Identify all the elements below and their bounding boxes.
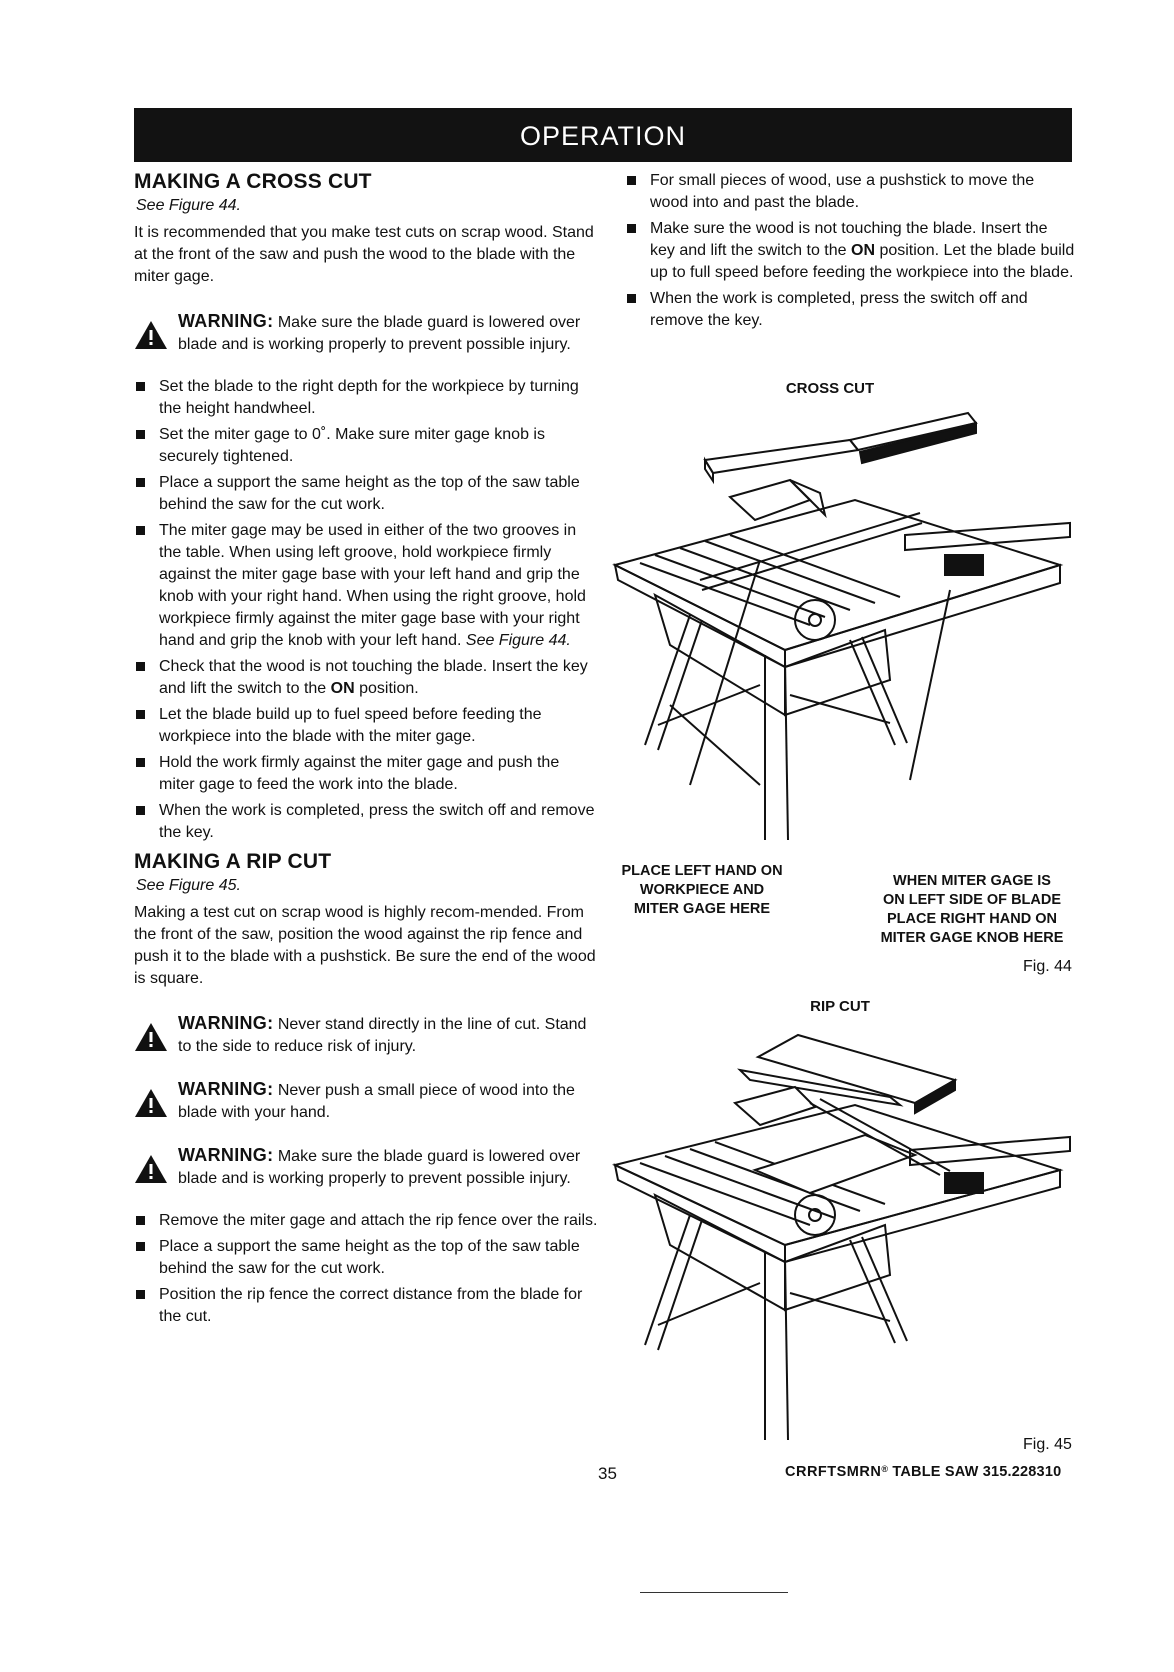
- warning-label: WARNING:: [178, 1013, 274, 1033]
- model-number: TABLE SAW 315.228310: [892, 1464, 1062, 1480]
- cross-cut-heading: MAKING A CROSS CUT: [134, 170, 372, 193]
- figure-44-title: CROSS CUT: [785, 380, 875, 397]
- list-item: Let the blade build up to fuel speed before feeding the workpiece into the blade with the miter gage.: [134, 704, 599, 748]
- section-header-banner: [134, 108, 1072, 162]
- figure-45-label: Fig. 45: [1023, 1436, 1072, 1453]
- bullet-square-icon: [136, 1216, 145, 1225]
- rip-cut-warning-1: [134, 1012, 599, 1058]
- bullet-square-icon: [136, 478, 145, 487]
- bullet-square-icon: [136, 382, 145, 391]
- figure-44-callout-left: PLACE LEFT HAND ON WORKPIECE AND MITER GAGE HERE: [621, 863, 783, 917]
- warning-text: Make sure the blade guard is lowered over blade and is working properly to prevent possible injury.: [178, 314, 581, 353]
- list-item: For small pieces of wood, use a pushstick to move the wood into and past the blade.: [625, 170, 1075, 214]
- footer-brand: CRRFTSMRN® TABLE SAW 315.228310: [785, 1464, 1062, 1480]
- bullet-square-icon: [627, 224, 636, 233]
- list-item: Make sure the wood is not touching the blade. Insert the key and lift the switch to the ON position. Let the blade build up to full speed before feeding the workpiece into the blade.: [625, 218, 1075, 284]
- rip-cut-steps: [134, 1210, 599, 1328]
- bullet-square-icon: [136, 758, 145, 767]
- list-item: Position the rip fence the correct distance from the blade for the cut.: [134, 1284, 599, 1328]
- figure-44-label: Fig. 44: [1023, 958, 1072, 975]
- bullet-square-icon: [136, 526, 145, 535]
- rip-cut-warning-3: [134, 1144, 599, 1190]
- figure-45-table-saw-illustration: [610, 1025, 1075, 1465]
- warning-text: Never push a small piece of wood into the blade with your hand.: [178, 1082, 575, 1121]
- warning-triangle-icon: [134, 1088, 168, 1118]
- figure-45-title: RIP CUT: [810, 998, 870, 1015]
- cross-cut-see-figure: See Figure 44.: [136, 197, 241, 214]
- list-item: Remove the miter gage and attach the rip fence over the rails.: [134, 1210, 599, 1232]
- list-item: Set the miter gage to 0˚. Make sure miter gage knob is securely tightened.: [134, 424, 599, 468]
- list-item: The miter gage may be used in either of the two grooves in the table. When using left groove, hold workpiece firmly against the miter gage base with your left hand and grip the knob with your right hand. When using the right groove, hold workpiece firmly against the miter gage base with your right hand and grip the knob with your left hand. See Figure 44.: [134, 520, 599, 652]
- bullet-square-icon: [627, 294, 636, 303]
- bullet-square-icon: [627, 176, 636, 185]
- page-number: 35: [598, 1464, 617, 1483]
- cross-cut-steps: [134, 376, 599, 844]
- list-item: When the work is completed, press the switch off and remove the key.: [625, 288, 1075, 332]
- cross-cut-intro: It is recommended that you make test cuts on scrap wood. Stand at the front of the saw and push the wood to the blade with the miter gage.: [134, 224, 594, 285]
- warning-triangle-icon: [134, 320, 168, 350]
- section-title: OPERATION: [519, 121, 687, 151]
- right-column: [625, 170, 1075, 336]
- list-item: Place a support the same height as the top of the saw table behind the saw for the cut work.: [134, 472, 599, 516]
- cross-cut-steps-continued: [625, 170, 1075, 332]
- warning-label: WARNING:: [178, 1145, 274, 1165]
- list-item: Hold the work firmly against the miter gage and push the miter gage to feed the work into the blade.: [134, 752, 599, 796]
- bullet-square-icon: [136, 662, 145, 671]
- figure-44-callout-right: WHEN MITER GAGE IS ON LEFT SIDE OF BLADE PLACE RIGHT HAND ON MITER GAGE KNOB HERE: [880, 873, 1064, 946]
- list-item: When the work is completed, press the switch off and remove the key.: [134, 800, 599, 844]
- warning-triangle-icon: [134, 1022, 168, 1052]
- bullet-square-icon: [136, 1242, 145, 1251]
- cross-cut-warning: [134, 310, 599, 356]
- bullet-square-icon: [136, 710, 145, 719]
- rip-cut-heading: MAKING A RIP CUT: [134, 850, 332, 873]
- warning-text: Make sure the blade guard is lowered over blade and is working properly to prevent possible injury.: [178, 1148, 581, 1187]
- bullet-square-icon: [136, 1290, 145, 1299]
- see-figure-ref: See Figure 44.: [465, 632, 571, 649]
- scan-mark-line: [640, 1592, 788, 1593]
- rip-cut-intro: Making a test cut on scrap wood is highly recom-mended. From the front of the saw, position the wood against the rip fence and push it to the blade with a pushstick. Be sure the end of the wood is square.: [134, 904, 596, 987]
- left-column: [134, 170, 599, 1332]
- warning-triangle-icon: [134, 1154, 168, 1184]
- list-item: Set the blade to the right depth for the workpiece by turning the height handwheel.: [134, 376, 599, 420]
- rip-cut-warning-2: [134, 1078, 599, 1124]
- rip-cut-see-figure: See Figure 45.: [136, 877, 241, 894]
- brand-logo: CRRFTSMRN: [785, 1464, 882, 1480]
- bullet-square-icon: [136, 430, 145, 439]
- list-item: Check that the wood is not touching the blade. Insert the key and lift the switch to the ON position.: [134, 656, 599, 700]
- figure-44-table-saw-illustration: [610, 405, 1075, 890]
- warning-text: Never stand directly in the line of cut. Stand to the side to reduce risk of injury.: [178, 1016, 587, 1055]
- warning-label: WARNING:: [178, 311, 274, 331]
- bullet-square-icon: [136, 806, 145, 815]
- list-item: Place a support the same height as the top of the saw table behind the saw for the cut work.: [134, 1236, 599, 1280]
- warning-label: WARNING:: [178, 1079, 274, 1099]
